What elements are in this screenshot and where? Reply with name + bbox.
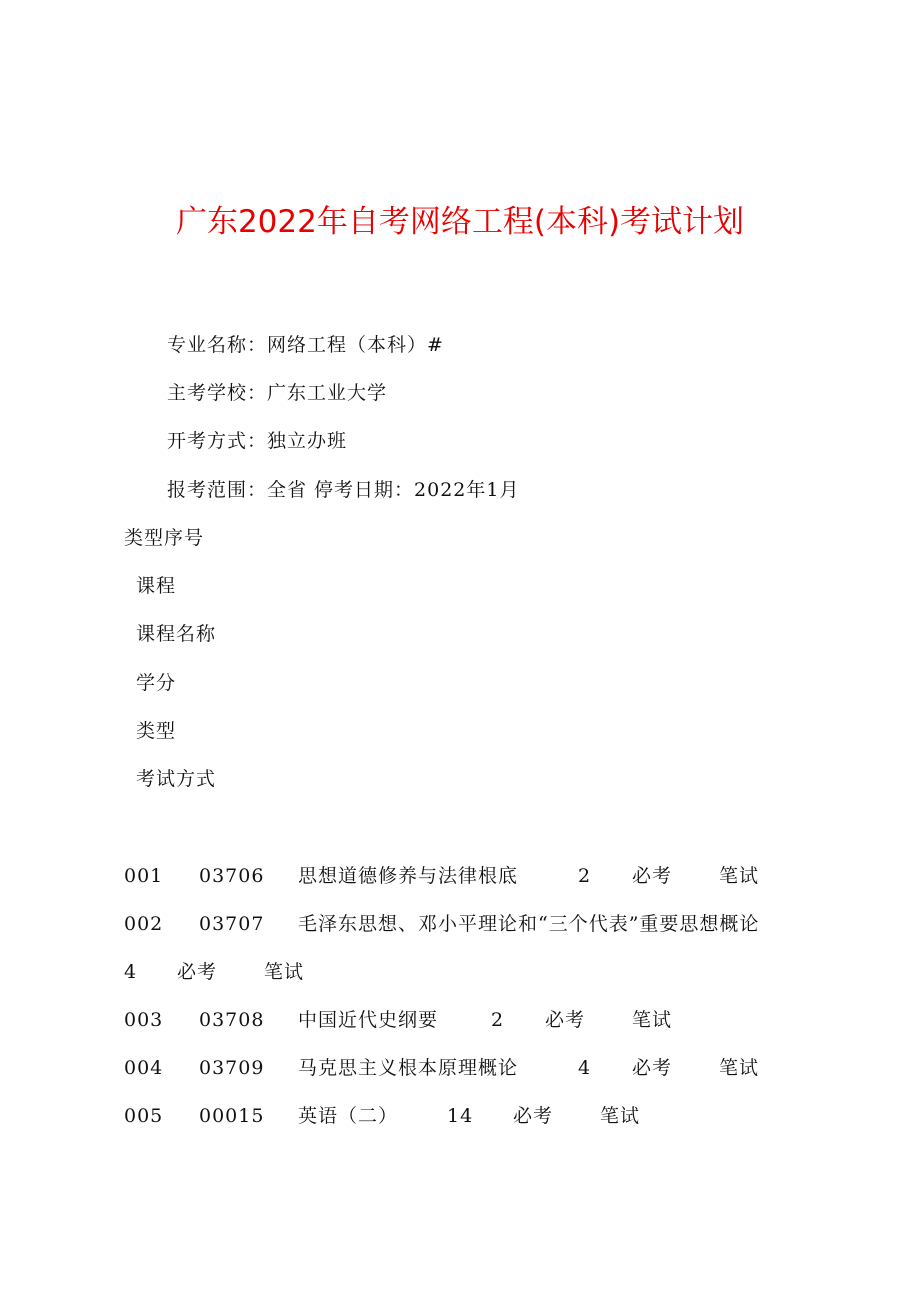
course-exam: 笔试 xyxy=(632,1009,673,1031)
course-exam: 笔试 xyxy=(719,865,760,887)
course-code: 00015 xyxy=(199,1105,265,1127)
course-type: 必考 xyxy=(177,961,218,983)
course-code: 03708 xyxy=(199,1009,265,1031)
course-type: 必考 xyxy=(632,1057,673,1079)
major-name: 专业名称：网络工程（本科）# xyxy=(167,334,444,356)
header-type-seq: 类型序号 xyxy=(124,527,205,549)
course-name: 中国近代史纲要 xyxy=(298,1009,439,1031)
document-title: 广东2022年自考网络工程(本科)考试计划 xyxy=(175,204,745,240)
course-code: 03709 xyxy=(199,1057,265,1079)
course-credit: 2 xyxy=(491,1009,505,1031)
header-course-name: 课程名称 xyxy=(136,623,217,645)
course-code: 03707 xyxy=(199,913,265,935)
exam-mode: 开考方式：独立办班 xyxy=(167,430,348,452)
course-type: 必考 xyxy=(545,1009,586,1031)
course-credit: 4 xyxy=(124,961,138,983)
course-exam: 笔试 xyxy=(264,961,305,983)
course-credit: 14 xyxy=(447,1105,474,1127)
course-seq: 002 xyxy=(124,913,164,935)
header-exam-method: 考试方式 xyxy=(136,768,217,790)
course-credit: 2 xyxy=(578,865,592,887)
course-type: 必考 xyxy=(632,865,673,887)
course-name: 英语（二） xyxy=(298,1105,399,1127)
header-course: 课程 xyxy=(136,575,177,597)
course-code: 03706 xyxy=(199,865,265,887)
course-name: 马克思主义根本原理概论 xyxy=(298,1057,519,1079)
course-seq: 001 xyxy=(124,865,164,887)
course-seq: 005 xyxy=(124,1105,164,1127)
course-type: 必考 xyxy=(513,1105,554,1127)
course-name: 思想道德修养与法律根底 xyxy=(298,865,519,887)
exam-school: 主考学校：广东工业大学 xyxy=(167,382,388,404)
header-credit: 学分 xyxy=(136,672,177,694)
course-seq: 004 xyxy=(124,1057,164,1079)
course-name: 毛泽东思想、邓小平理论和“三个代表”重要思想概论 xyxy=(298,913,760,935)
course-seq: 003 xyxy=(124,1009,164,1031)
course-exam: 笔试 xyxy=(719,1057,760,1079)
header-type: 类型 xyxy=(136,720,177,742)
exam-scope: 报考范围：全省 停考日期：2022年1月 xyxy=(167,479,520,501)
course-exam: 笔试 xyxy=(600,1105,641,1127)
course-credit: 4 xyxy=(578,1057,592,1079)
